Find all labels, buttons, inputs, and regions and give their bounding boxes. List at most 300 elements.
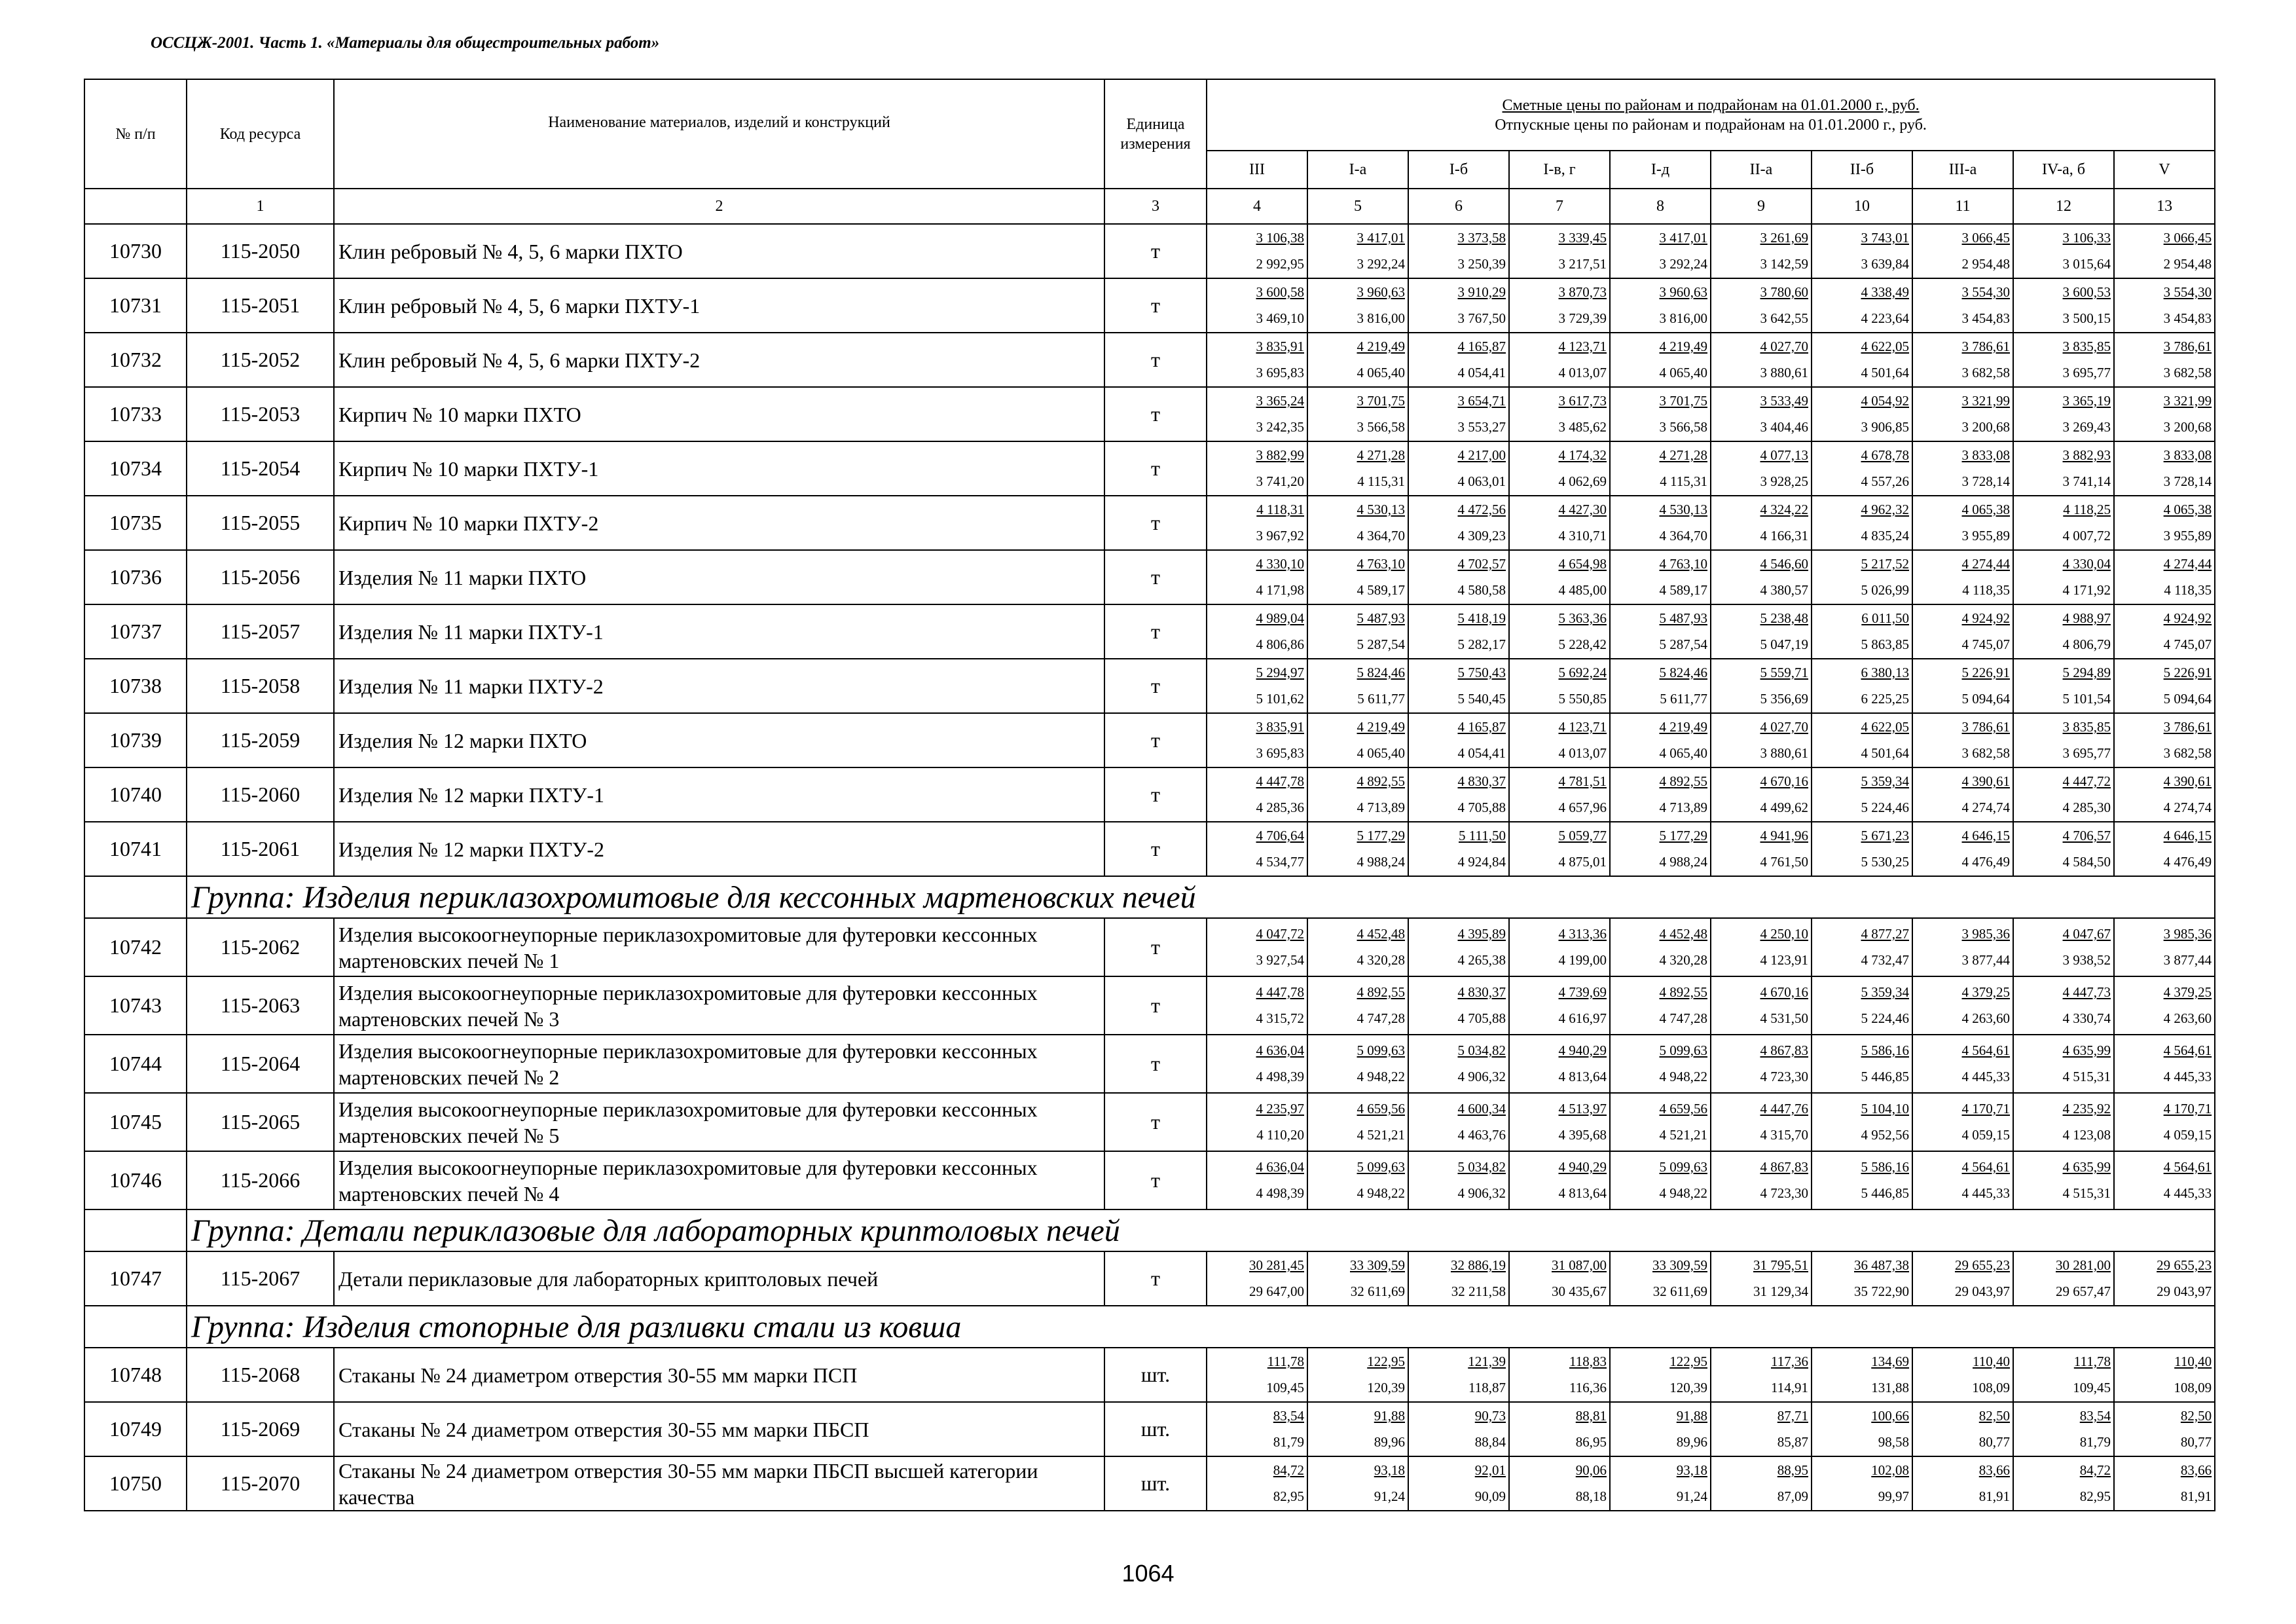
- estimate-price: 4 892,55: [1357, 773, 1405, 789]
- price-cell: [1711, 918, 1812, 976]
- price-cell: [2013, 713, 2114, 767]
- region-header: I-в, г: [1509, 151, 1610, 189]
- estimate-price: 3 833,08: [2163, 447, 2212, 463]
- price-cell: [2013, 496, 2114, 550]
- price-cell: [1912, 1035, 2013, 1093]
- price-cell: [1610, 441, 1711, 496]
- estimate-price: 3 786,61: [2163, 338, 2212, 354]
- estimate-price: 5 099,63: [1357, 1042, 1405, 1058]
- region-header: III-а: [1912, 151, 2013, 189]
- estimate-price: 31 087,00: [1552, 1257, 1607, 1273]
- price-cell: [1610, 496, 1711, 550]
- estimate-price: 3 882,99: [1256, 447, 1304, 463]
- material-name: Изделия № 11 марки ПХТО: [334, 550, 1104, 604]
- estimate-price: 93,18: [1676, 1462, 1707, 1478]
- row-number: 10739: [84, 713, 187, 767]
- release-price: 5 224,46: [1861, 1010, 1909, 1026]
- release-price: 4 054,41: [1457, 745, 1506, 761]
- estimate-price: 5 586,16: [1861, 1158, 1909, 1175]
- release-price: 89,96: [1374, 1433, 1405, 1450]
- release-price: 4 948,22: [1357, 1185, 1405, 1201]
- price-cell: [1711, 496, 1812, 550]
- estimate-price: 33 309,59: [1350, 1257, 1405, 1273]
- group-empty-cell: [84, 876, 187, 918]
- price-cell: [1408, 333, 1509, 387]
- estimate-price: 5 099,63: [1659, 1042, 1707, 1058]
- price-cell: [1711, 224, 1812, 278]
- release-price: 4 499,62: [1760, 799, 1808, 815]
- table-row: [84, 387, 2215, 441]
- price-cell: [1912, 1456, 2013, 1511]
- region-header: IV-а, б: [2013, 151, 2114, 189]
- estimate-price: 4 330,10: [1256, 555, 1304, 572]
- estimate-price: 4 395,89: [1457, 925, 1506, 942]
- estimate-price: 4 670,16: [1760, 984, 1808, 1000]
- release-price: 4 309,23: [1457, 527, 1506, 544]
- release-price: 4 835,24: [1861, 527, 1909, 544]
- price-cell: [1207, 278, 1307, 333]
- estimate-price: 3 654,71: [1457, 392, 1506, 409]
- release-price: 4 498,39: [1256, 1068, 1304, 1084]
- estimate-price: 4 702,57: [1457, 555, 1506, 572]
- price-cell: [1307, 767, 1408, 822]
- release-price: 5 863,85: [1861, 636, 1909, 652]
- material-name: Кирпич № 10 марки ПХТУ-1: [334, 441, 1104, 496]
- estimate-price: 83,54: [1273, 1407, 1304, 1424]
- estimate-price: 4 447,72: [2062, 773, 2111, 789]
- release-price: 4 705,88: [1457, 1010, 1506, 1026]
- price-cell: [1307, 1151, 1408, 1209]
- price-cell: [1509, 918, 1610, 976]
- release-price: 3 015,64: [2062, 255, 2111, 272]
- release-price: 5 287,54: [1659, 636, 1707, 652]
- estimate-price: 4 636,04: [1256, 1042, 1304, 1058]
- release-price: 4 515,31: [2062, 1068, 2111, 1084]
- estimate-price: 3 106,33: [2062, 229, 2111, 246]
- price-cell: [1812, 1402, 1912, 1456]
- price-cell: [1408, 713, 1509, 767]
- estimate-price: 4 892,55: [1659, 773, 1707, 789]
- price-cell: [1408, 767, 1509, 822]
- price-cell: [2114, 550, 2215, 604]
- release-price: 4 476,49: [2163, 853, 2212, 870]
- header-unit: Единица измерения: [1104, 79, 1207, 189]
- release-price: 29 043,97: [1955, 1283, 2010, 1299]
- estimate-price: 4 830,37: [1457, 773, 1506, 789]
- estimate-price: 4 054,92: [1861, 392, 1909, 409]
- estimate-price: 82,50: [2180, 1407, 2212, 1424]
- release-price: 3 292,24: [1659, 255, 1707, 272]
- price-cell: [1812, 1348, 1912, 1402]
- estimate-price: 4 170,71: [1961, 1100, 2010, 1116]
- estimate-price: 5 226,91: [1961, 664, 2010, 680]
- region-header: I-б: [1408, 151, 1509, 189]
- estimate-price: 3 373,58: [1457, 229, 1506, 246]
- price-cell: [2114, 1456, 2215, 1511]
- release-price: 5 446,85: [1861, 1068, 1909, 1084]
- price-cell: [2013, 224, 2114, 278]
- column-number: 5: [1307, 189, 1408, 224]
- price-cell: [1610, 1348, 1711, 1402]
- header-code: Код ресурса: [187, 79, 334, 189]
- release-price: 4 445,33: [2163, 1068, 2212, 1084]
- release-price: 4 118,35: [2164, 581, 2212, 598]
- price-cell: [2013, 333, 2114, 387]
- release-price: 29 657,47: [2056, 1283, 2111, 1299]
- group-empty-cell: [84, 1209, 187, 1251]
- release-price: 4 315,72: [1256, 1010, 1304, 1026]
- resource-code: 115-2067: [187, 1251, 334, 1306]
- material-name: Изделия № 12 марки ПХТУ-2: [334, 822, 1104, 876]
- estimate-price: 4 065,38: [2163, 501, 2212, 517]
- column-number: 9: [1711, 189, 1812, 224]
- release-price: 29 043,97: [2157, 1283, 2212, 1299]
- price-cell: [2114, 1151, 2215, 1209]
- release-price: 81,79: [2079, 1433, 2111, 1450]
- release-price: 3 767,50: [1457, 310, 1506, 326]
- price-cell: [1711, 659, 1812, 713]
- price-cell: [1711, 713, 1812, 767]
- estimate-price: 3 882,93: [2062, 447, 2111, 463]
- row-number: 10734: [84, 441, 187, 496]
- release-price: 2 954,48: [1961, 255, 2010, 272]
- estimate-price: 4 447,78: [1256, 984, 1304, 1000]
- release-price: 3 880,61: [1760, 745, 1808, 761]
- release-price: 81,91: [1978, 1488, 2010, 1504]
- estimate-price: 3 365,24: [1256, 392, 1304, 409]
- release-price: 4 054,41: [1457, 364, 1506, 380]
- release-price: 4 166,31: [1760, 527, 1808, 544]
- price-cell: [1307, 822, 1408, 876]
- region-header: III: [1207, 151, 1307, 189]
- release-price: 4 171,92: [2062, 581, 2111, 598]
- release-price: 5 540,45: [1457, 690, 1506, 707]
- estimate-price: 4 250,10: [1760, 925, 1808, 942]
- release-price: 4 580,58: [1457, 581, 1506, 598]
- price-cell: [2114, 659, 2215, 713]
- release-price: 3 553,27: [1457, 418, 1506, 435]
- release-price: 4 320,28: [1659, 951, 1707, 968]
- release-price: 3 269,43: [2062, 418, 2111, 435]
- estimate-price: 4 706,57: [2062, 827, 2111, 843]
- table-row: [84, 918, 2215, 976]
- estimate-price: 110,40: [2174, 1353, 2212, 1369]
- release-price: 85,87: [1777, 1433, 1808, 1450]
- price-cell: [1711, 278, 1812, 333]
- release-price: 82,95: [2079, 1488, 2111, 1504]
- price-cell: [1509, 550, 1610, 604]
- price-cell: [1509, 1402, 1610, 1456]
- price-cell: [1812, 1251, 1912, 1306]
- estimate-price: 5 359,34: [1861, 773, 1909, 789]
- estimate-price: 4 989,04: [1256, 610, 1304, 626]
- release-price: 4 813,64: [1558, 1185, 1607, 1201]
- release-price: 4 118,35: [1962, 581, 2010, 598]
- price-cell: [1207, 713, 1307, 767]
- price-cell: [1408, 496, 1509, 550]
- estimate-price: 4 170,71: [2163, 1100, 2212, 1116]
- price-cell: [1912, 604, 2013, 659]
- price-cell: [1912, 1251, 2013, 1306]
- estimate-price: 4 235,97: [1256, 1100, 1304, 1116]
- price-cell: [1509, 278, 1610, 333]
- release-price: 120,39: [1367, 1379, 1405, 1395]
- table-row: [84, 441, 2215, 496]
- table-row: [84, 976, 2215, 1035]
- price-cell: [2114, 333, 2215, 387]
- price-cell: [1610, 1035, 1711, 1093]
- price-cell: [1307, 550, 1408, 604]
- release-price: 3 728,14: [2163, 473, 2212, 489]
- price-cell: [1408, 1348, 1509, 1402]
- release-price: 89,96: [1676, 1433, 1707, 1450]
- release-price: 114,91: [1771, 1379, 1808, 1395]
- estimate-price: 3 786,61: [2163, 718, 2212, 735]
- estimate-price: 4 636,04: [1256, 1158, 1304, 1175]
- region-header: I-д: [1610, 151, 1711, 189]
- price-cell: [2114, 1348, 2215, 1402]
- price-cell: [1812, 713, 1912, 767]
- header-prices: [1207, 79, 2215, 151]
- release-price: 4 171,98: [1256, 581, 1304, 598]
- price-cell: [1912, 333, 2013, 387]
- unit-of-measure: т: [1104, 767, 1207, 822]
- price-cell: [2013, 1093, 2114, 1151]
- release-price: 3 682,58: [1961, 364, 2010, 380]
- price-cell: [1408, 1035, 1509, 1093]
- resource-code: 115-2051: [187, 278, 334, 333]
- estimate-price: 5 111,50: [1459, 827, 1506, 843]
- row-number: 10741: [84, 822, 187, 876]
- column-number: 3: [1104, 189, 1207, 224]
- estimate-price: 5 238,48: [1760, 610, 1808, 626]
- estimate-price: 83,66: [2180, 1462, 2212, 1478]
- material-name: Стаканы № 24 диаметром отверстия 30-55 мм марки ПСП: [334, 1348, 1104, 1402]
- estimate-price: 4 379,25: [2163, 984, 2212, 1000]
- estimate-price: 4 165,87: [1457, 718, 1506, 735]
- release-price: 3 682,58: [1961, 745, 2010, 761]
- estimate-price: 134,69: [1871, 1353, 1909, 1369]
- estimate-price: 4 452,48: [1659, 925, 1707, 942]
- estimate-price: 102,08: [1871, 1462, 1909, 1478]
- release-price: 4 948,22: [1659, 1185, 1707, 1201]
- price-cell: [1610, 1402, 1711, 1456]
- release-price: 4 364,70: [1357, 527, 1405, 544]
- estimate-price: 4 324,22: [1760, 501, 1808, 517]
- estimate-price: 4 564,61: [2163, 1158, 2212, 1175]
- release-price: 4 747,28: [1659, 1010, 1707, 1026]
- estimate-price: 4 781,51: [1558, 773, 1607, 789]
- release-price: 109,45: [1266, 1379, 1304, 1395]
- price-cell: [1812, 976, 1912, 1035]
- estimate-price: 5 034,82: [1457, 1158, 1506, 1175]
- price-cell: [1509, 1035, 1610, 1093]
- estimate-price: 4 670,16: [1760, 773, 1808, 789]
- price-cell: [2013, 550, 2114, 604]
- estimate-price: 4 235,92: [2062, 1100, 2111, 1116]
- estimate-price: 3 701,75: [1659, 392, 1707, 409]
- release-price: 4 115,31: [1660, 473, 1707, 489]
- estimate-price: 4 027,70: [1760, 338, 1808, 354]
- price-cell: [1610, 767, 1711, 822]
- estimate-price: 88,95: [1777, 1462, 1808, 1478]
- resource-code: 115-2069: [187, 1402, 334, 1456]
- price-cell: [2013, 387, 2114, 441]
- release-price: 4 265,38: [1457, 951, 1506, 968]
- estimate-price: 3 960,63: [1357, 284, 1405, 300]
- release-price: 3 695,83: [1256, 364, 1304, 380]
- price-cell: [2013, 822, 2114, 876]
- price-cell: [1812, 224, 1912, 278]
- header-name: Наименование материалов, изделий и конструкций: [334, 79, 1104, 189]
- price-cell: [1812, 822, 1912, 876]
- release-price: 131,88: [1871, 1379, 1909, 1395]
- price-cell: [1812, 918, 1912, 976]
- price-cell: [1207, 224, 1307, 278]
- price-cell: [1912, 278, 2013, 333]
- material-name: Стаканы № 24 диаметром отверстия 30-55 мм марки ПБСП высшей категории качества: [334, 1456, 1104, 1511]
- material-name: Изделия № 12 марки ПХТО: [334, 713, 1104, 767]
- header-np: № п/п: [84, 79, 187, 189]
- release-price: 98,58: [1878, 1433, 1909, 1450]
- price-cell: [1812, 333, 1912, 387]
- table-row: [84, 1456, 2215, 1511]
- price-cell: [1711, 550, 1812, 604]
- price-cell: [2013, 1151, 2114, 1209]
- price-cell: [1812, 496, 1912, 550]
- release-price: 3 955,89: [1961, 527, 2010, 544]
- column-number: 13: [2114, 189, 2215, 224]
- estimate-price: 92,01: [1474, 1462, 1506, 1478]
- release-price: 81,91: [2180, 1488, 2212, 1504]
- estimate-price: 4 763,10: [1659, 555, 1707, 572]
- resource-code: 115-2052: [187, 333, 334, 387]
- release-price: 4 263,60: [2163, 1010, 2212, 1026]
- price-cell: [1509, 976, 1610, 1035]
- estimate-price: 3 743,01: [1861, 229, 1909, 246]
- price-cell: [2114, 1035, 2215, 1093]
- release-price: 4 059,15: [1961, 1126, 2010, 1143]
- row-number: 10732: [84, 333, 187, 387]
- price-cell: [1812, 1456, 1912, 1511]
- release-price: 4 445,33: [1961, 1068, 2010, 1084]
- page-number: 1064: [1121, 1560, 1175, 1587]
- price-cell: [1610, 224, 1711, 278]
- release-price: 116,36: [1569, 1379, 1607, 1395]
- material-name: Детали периклазовые для лабораторных криптоловых печей: [334, 1251, 1104, 1306]
- release-price: 4 806,79: [2062, 636, 2111, 652]
- release-price: 3 741,20: [1256, 473, 1304, 489]
- release-price: 4 732,47: [1861, 951, 1909, 968]
- price-cell: [1509, 387, 1610, 441]
- estimate-price: 5 750,43: [1457, 664, 1506, 680]
- release-price: 4 065,40: [1357, 745, 1405, 761]
- estimate-price: 3 780,60: [1760, 284, 1808, 300]
- release-price: 108,09: [1972, 1379, 2010, 1395]
- estimate-price: 4 219,49: [1659, 338, 1707, 354]
- price-cell: [1307, 1402, 1408, 1456]
- price-cell: [2013, 976, 2114, 1035]
- estimate-price: 4 940,29: [1558, 1158, 1607, 1175]
- resource-code: 115-2064: [187, 1035, 334, 1093]
- unit-of-measure: т: [1104, 550, 1207, 604]
- release-price: 5 094,64: [1961, 690, 2010, 707]
- material-name: Изделия № 12 марки ПХТУ-1: [334, 767, 1104, 822]
- price-cell: [2013, 1251, 2114, 1306]
- release-price: 4 948,22: [1659, 1068, 1707, 1084]
- resource-code: 115-2055: [187, 496, 334, 550]
- table-row: [84, 550, 2215, 604]
- price-cell: [1912, 976, 2013, 1035]
- estimate-price: 83,66: [1978, 1462, 2010, 1478]
- price-cell: [1812, 604, 1912, 659]
- price-cell: [1509, 1456, 1610, 1511]
- release-price: 3 485,62: [1558, 418, 1607, 435]
- price-cell: [1509, 333, 1610, 387]
- price-cell: [2114, 224, 2215, 278]
- unit-of-measure: т: [1104, 604, 1207, 659]
- price-cell: [1207, 1251, 1307, 1306]
- estimate-price: 5 586,16: [1861, 1042, 1909, 1058]
- table-row: [84, 822, 2215, 876]
- release-price: 3 454,83: [2163, 310, 2212, 326]
- price-cell: [1610, 1093, 1711, 1151]
- release-price: 3 955,89: [2163, 527, 2212, 544]
- release-price: 35 722,90: [1854, 1283, 1909, 1299]
- release-price: 4 657,96: [1558, 799, 1607, 815]
- unit-of-measure: т: [1104, 1151, 1207, 1209]
- price-cell: [1610, 604, 1711, 659]
- row-number: 10730: [84, 224, 187, 278]
- release-price: 4 110,20: [1256, 1126, 1304, 1143]
- release-price: 3 250,39: [1457, 255, 1506, 272]
- release-price: 3 217,51: [1558, 255, 1607, 272]
- price-cell: [1912, 441, 2013, 496]
- price-cell: [1207, 659, 1307, 713]
- row-number: 10745: [84, 1093, 187, 1151]
- price-cell: [1307, 333, 1408, 387]
- release-price: 5 224,46: [1861, 799, 1909, 815]
- estimate-price: 4 940,29: [1558, 1042, 1607, 1058]
- price-cell: [2013, 278, 2114, 333]
- release-price: 3 454,83: [1961, 310, 2010, 326]
- price-table: [84, 79, 2215, 1511]
- price-cell: [1610, 1151, 1711, 1209]
- estimate-price: 5 671,23: [1861, 827, 1909, 843]
- price-cell: [1610, 713, 1711, 767]
- release-price: 4 713,89: [1357, 799, 1405, 815]
- release-price: 4 285,30: [2062, 799, 2111, 815]
- release-price: 4 476,49: [1961, 853, 2010, 870]
- release-price: 4 589,17: [1659, 581, 1707, 598]
- price-cell: [1711, 604, 1812, 659]
- release-price: 4 013,07: [1558, 745, 1607, 761]
- price-cell: [1610, 333, 1711, 387]
- release-price: 4 713,89: [1659, 799, 1707, 815]
- release-price: 6 225,25: [1861, 690, 1909, 707]
- release-price: 4 330,74: [2062, 1010, 2111, 1026]
- release-price: 4 515,31: [2062, 1185, 2111, 1201]
- price-cell: [1912, 713, 2013, 767]
- estimate-price: 3 910,29: [1457, 284, 1506, 300]
- release-price: 3 500,15: [2062, 310, 2111, 326]
- price-cell: [1207, 1456, 1307, 1511]
- unit-of-measure: т: [1104, 659, 1207, 713]
- material-name: Изделия № 11 марки ПХТУ-2: [334, 659, 1104, 713]
- estimate-price: 4 924,92: [1961, 610, 2010, 626]
- estimate-price: 3 960,63: [1659, 284, 1707, 300]
- estimate-price: 3 066,45: [2163, 229, 2212, 246]
